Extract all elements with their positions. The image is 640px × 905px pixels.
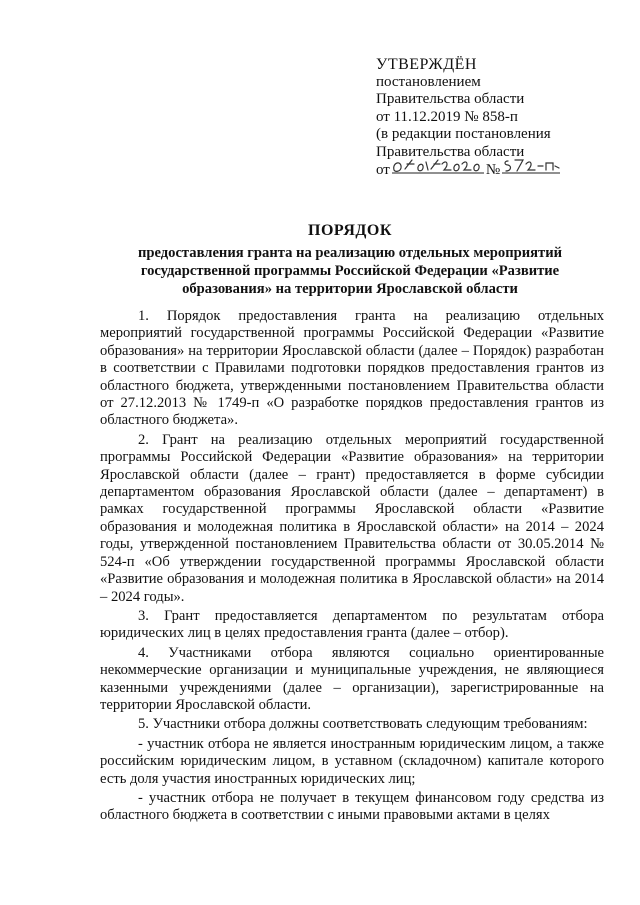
approval-heading: УТВЕРЖДЁН (376, 56, 477, 73)
paragraph: 3. Грант предоставляется департаментом по результатам отбора юридических лиц в целях предоставления гранта (далее – отбор). (100, 607, 604, 642)
approval-line: (в редакции постановления (376, 126, 551, 143)
document-subtitle: предоставления гранта на реализацию отдельных мероприятий государственной программы Российской Федерации «Развитие образования» на территории Ярославской области (137, 245, 563, 297)
document-body (100, 308, 604, 827)
bullet-item: - участник отбора не является иностранным юридическим лицом, а также российским юридическим лицом, в уставном (складочном) капитале которого есть доля участия иностранных юридических лиц; (100, 735, 604, 787)
amendment-prefix: от (376, 161, 390, 178)
amendment-number-sign: № (485, 161, 501, 178)
paragraph: 4. Участниками отбора являются социально ориентированные некоммерческие организации и муниципальные учреждения, не являющиеся казенными учреждениями (далее – организации), зарегистрированные на территории Ярославской области. (100, 644, 604, 713)
handwritten-date-ink (390, 156, 486, 178)
handwritten-number-ink (500, 156, 562, 178)
approval-line: от 11.12.2019 № 858-п (376, 108, 518, 125)
approval-line: Правительства области (376, 91, 525, 108)
handwritten-date (390, 162, 486, 184)
paragraph: 2. Грант на реализацию отдельных мероприятий государственной программы Российской Федерации «Развитие образования» на территории Ярославской области (далее – грант) предоставляется в форме субсидии департаментом образования Ярославской области (далее – департамент) в рамках государственной программы Ярославской области «Развитие образования и молодежная политика в Ярославской области» на 2014 – 2024 годы, утвержденной постановлением Правительства области от 30.05.2014 № 524-п «Об утверждении государственной программы Ярославской области «Развитие образования и молодежная политика в Ярославской области» на 2014 – 2024 годы». (100, 431, 604, 605)
amendment-line (376, 162, 626, 184)
approval-stamp (376, 56, 626, 183)
title-block (100, 222, 600, 298)
bullet-item: - участник отбора не получает в текущем финансовом году средства из областного бюджета в соответствии с иными правовыми актами в целях (100, 789, 604, 824)
paragraph: 5. Участники отбора должны соответствовать следующим требованиям: (138, 716, 588, 733)
paragraph: 1. Порядок предоставления гранта на реализацию отдельных мероприятий государственной программы Российской Федерации «Развитие образования» на территории Ярославской области (далее – Порядок) разработан в соответствии с Правилами подготовки порядков предоставления грантов из областного бюджета, утвержденными постановлением Правительства области от 27.12.2013 № 1749-п «О разработке порядков предоставления грантов из областного бюджета». (100, 308, 604, 429)
document-title: ПОРЯДОК (308, 222, 392, 239)
approval-line: постановлением (376, 73, 481, 90)
approval-line: Правительства области (376, 143, 525, 160)
handwritten-number (500, 162, 562, 184)
